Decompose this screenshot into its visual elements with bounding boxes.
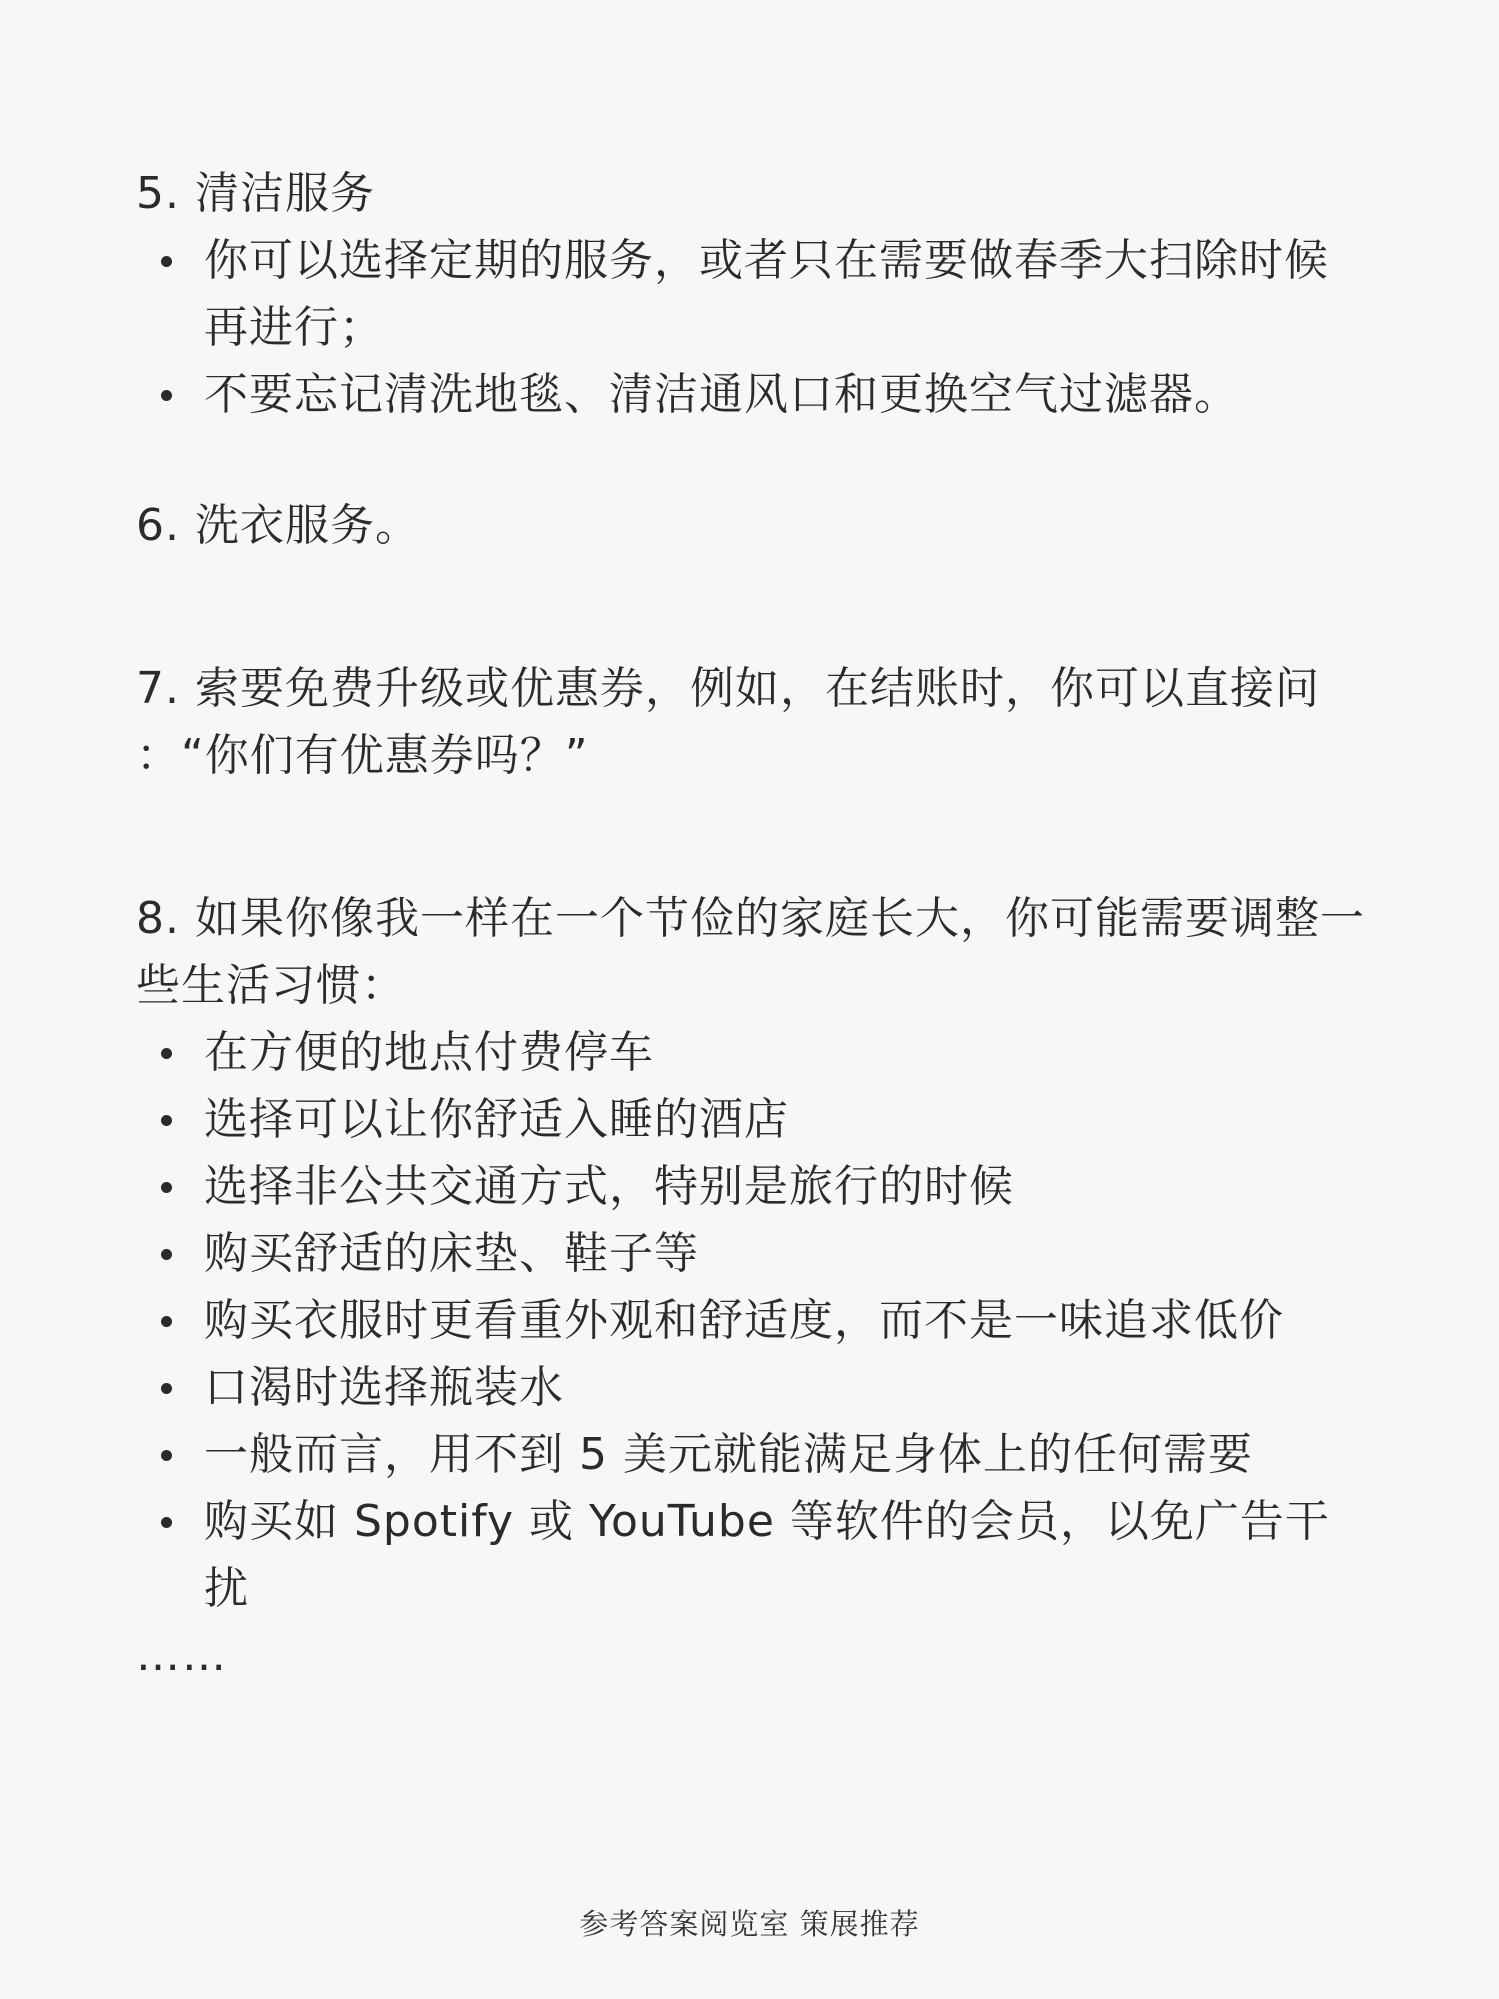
section-coupons xyxy=(136,655,1366,789)
article-content xyxy=(136,160,1366,1689)
list-item: 不要忘记清洗地毯、清洁通风口和更换空气过滤器。 xyxy=(136,361,1366,428)
bullet-list xyxy=(136,1019,1366,1622)
section-heading: 8. 如果你像我一样在一个节俭的家庭长大，你可能需要调整一些生活习惯： xyxy=(136,893,1365,1011)
section-heading: 7. 索要免费升级或优惠券，例如，在结账时，你可以直接问 ：“你们有优惠券吗？” xyxy=(136,663,1320,781)
section-heading: 5. 清洁服务 xyxy=(136,168,375,219)
list-item: 购买舒适的床垫、鞋子等 xyxy=(136,1220,1366,1287)
list-item: 选择非公共交通方式，特别是旅行的时候 xyxy=(136,1153,1366,1220)
section-cleaning xyxy=(136,160,1366,428)
section-laundry xyxy=(136,492,1366,559)
section-heading: 6. 洗衣服务。 xyxy=(136,500,420,551)
footer-caption: 参考答案阅览室 策展推荐 xyxy=(579,1907,920,1941)
list-item: 在方便的地点付费停车 xyxy=(136,1019,1366,1086)
list-item: 口渴时选择瓶装水 xyxy=(136,1354,1366,1421)
list-item: 购买衣服时更看重外观和舒适度，而不是一味追求低价 xyxy=(136,1287,1366,1354)
list-item: 选择可以让你舒适入睡的酒店 xyxy=(136,1086,1366,1153)
list-item: 一般而言，用不到 5 美元就能满足身体上的任何需要 xyxy=(136,1421,1366,1488)
ellipsis: …… xyxy=(136,1630,228,1681)
bullet-list xyxy=(136,227,1366,428)
list-item: 购买如 Spotify 或 YouTube 等软件的会员，以免广告干扰 xyxy=(136,1488,1366,1622)
list-item: 你可以选择定期的服务，或者只在需要做春季大扫除时候再进行； xyxy=(136,227,1366,361)
section-habits xyxy=(136,885,1366,1689)
